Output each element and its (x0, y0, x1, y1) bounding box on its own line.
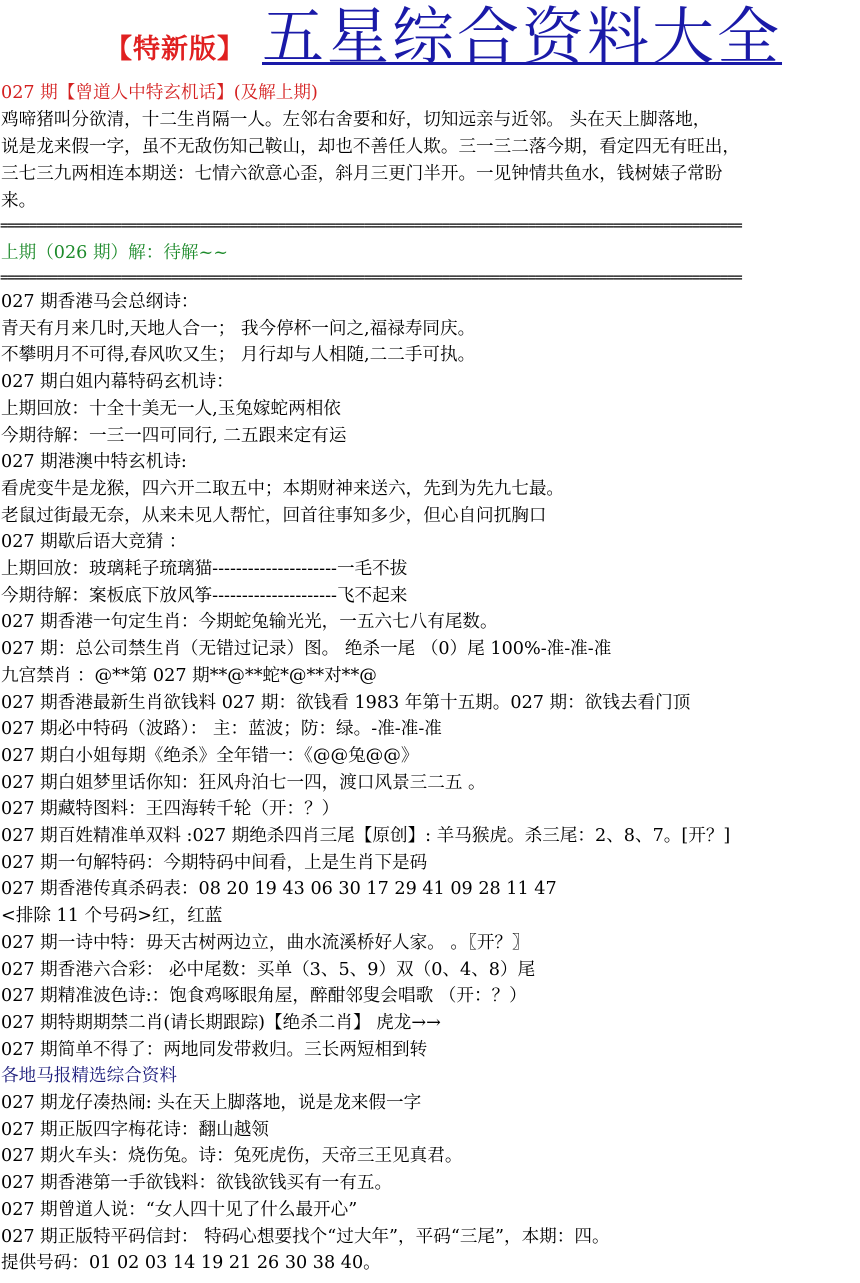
content-line: 027 期正版特平码信封： 特码心想要找个“过大年”，平码“三尾”，本期：四。 (1, 1226, 610, 1247)
content-line: 027 期香港最新生肖欲钱料 027 期：欲钱看 1983 年第十五期。027 期：欲钱去看门顶 (1, 692, 691, 713)
content-line: 027 期歇后语大竞猜 ： (1, 532, 187, 553)
verse-line: 三七三九两相连本期送：七情六欲意心歪，斜月三更门半开。一见钟情共鱼水，钱树婊子常盼 (1, 164, 723, 184)
content-line: 027 期港澳中特玄机诗: (1, 452, 187, 473)
verse-line: 鸡啼猪叫分欲清，十二生肖隔一人。左邻右舍要和好，切知远亲与近邻。 头在天上脚落地， (1, 110, 711, 130)
content-line: 027 期白小姐每期《绝杀》全年错一：《@@兔@@》 (1, 745, 419, 766)
verse-line: 说是龙来假一字，虽不无敌伤知己鞍山，却也不善任人欺。三一三二落今期，看定四无有旺出， (1, 137, 740, 157)
content-line: 上期回放：十全十美无一人,玉兔嫁蛇两相依 (1, 398, 341, 419)
content-line: 027 期正版四字梅花诗：翻山越领 (1, 1119, 269, 1140)
content-line: 027 期龙仔凑热闹: 头在天上脚落地，说是龙来假一字 (1, 1093, 422, 1113)
verse-line: 来。 (1, 191, 37, 211)
content-line: 027 期简单不得了：两地同发带救归。三长两短相到转 (1, 1039, 428, 1060)
content-line: 027 期白姐内幕特码玄机诗： (1, 372, 234, 393)
content-line: 027 期一句解特码：今期特码中间看，上是生肖下是码 (1, 852, 428, 873)
content-line: 各地马报精选综合资料 (1, 1066, 177, 1087)
content-line: 027 期一诗中特：毋天古树两边立，曲水流溪桥好人家。 。〖开？〗 (1, 932, 530, 953)
page-title: 五星综合资料大全 (262, 0, 783, 73)
content-line: 老鼠过街最无奈，从来未见人帮忙，回首往事知多少，但心自问扤胸口 (1, 505, 547, 526)
content-line: 027 期香港第一手欲钱料：欲钱欲钱买有一有五。 (1, 1173, 393, 1194)
content-line: 027 期藏特图料：王四海转千轮（开：？） (1, 799, 340, 820)
content-line: 027 期特期期禁二肖(请长期跟踪)【绝杀二肖】 虎龙→→ (1, 1012, 441, 1033)
content-line: 027 期曾道人说：“女人四十见了什么最开心” (1, 1199, 358, 1220)
content-line: 今期待解：案板底下放风筝---------------------飞不起来 (1, 585, 408, 606)
content-line: 027 期精准波色诗:：饱食鸡啄眼角屋，醉酣邻叟会唱歌 （开：？） (1, 986, 527, 1007)
content-line: 青天有月来几时,天地人合一； 我今停杯一问之,福禄寿同庆。 (1, 318, 476, 339)
separator-line: ======================================================================================================== (0, 218, 742, 234)
content-line: 上期回放：玻璃耗子琉璃猫---------------------一毛不拔 (1, 559, 408, 579)
content-line: 027 期香港马会总纲诗： (1, 292, 199, 312)
content-line: 027 期香港一句定生肖：今期蛇兔输光光，一五六七八有尾数。 (1, 612, 498, 633)
content-line: 027 期白姐梦里话你知：狂风舟泊七一四，渡口风景三二五 。 (1, 772, 486, 793)
content-line: 今期待解：一三一四可同行, 二五跟来定有运 (1, 425, 347, 446)
content-line: 027 期必中特码（波路）： 主：蓝波；防：绿。-准-准-准 (1, 719, 442, 740)
content-line: 九宫禁肖 ：@**第 027 期**@**蛇*@**对**@ (1, 665, 377, 686)
content-line: 027 期香港传真杀码表：08 20 19 43 06 30 17 29 41 09 28 11 47 (1, 879, 557, 900)
content-line: 看虎变牛是龙猴，四六开二取五中；本期财神来送六，先到为先九七最。 (1, 478, 565, 499)
header (0, 0, 860, 82)
content-line: 027 期香港六合彩： 必中尾数：买单（3、5、9）双（0、4、8）尾 (1, 959, 536, 980)
content-line: <排除 11 个号码>红，红蓝 (1, 906, 223, 927)
section-heading: 027 期【曾道人中特玄机话】(及解上期) (1, 83, 318, 103)
edition-badge: 【特新版】 (105, 34, 245, 65)
content-line: 不攀明月不可得,春风吹又生； 月行却与人相随,二二手可执。 (1, 345, 476, 366)
content-line: 027 期火车头：烧伤兔。诗：兔死虎伤，天帝三王见真君。 (1, 1146, 463, 1167)
content-line: 提供号码：01 02 03 14 19 21 26 30 38 40。 (1, 1253, 381, 1274)
content-line: 027 期百姓精准单双料 :027 期绝杀四肖三尾【原创】: 羊马猴虎。杀三尾：2、8、7。[开？] (1, 826, 731, 846)
separator-line: ======================================================================================================== (0, 270, 742, 286)
previous-period-answer: 上期（026 期）解：待解~~ (1, 243, 229, 263)
content-line: 027 期：总公司禁生肖（无错过记录）图。 绝杀一尾 （0）尾 100%-准-准-准 (1, 639, 612, 660)
